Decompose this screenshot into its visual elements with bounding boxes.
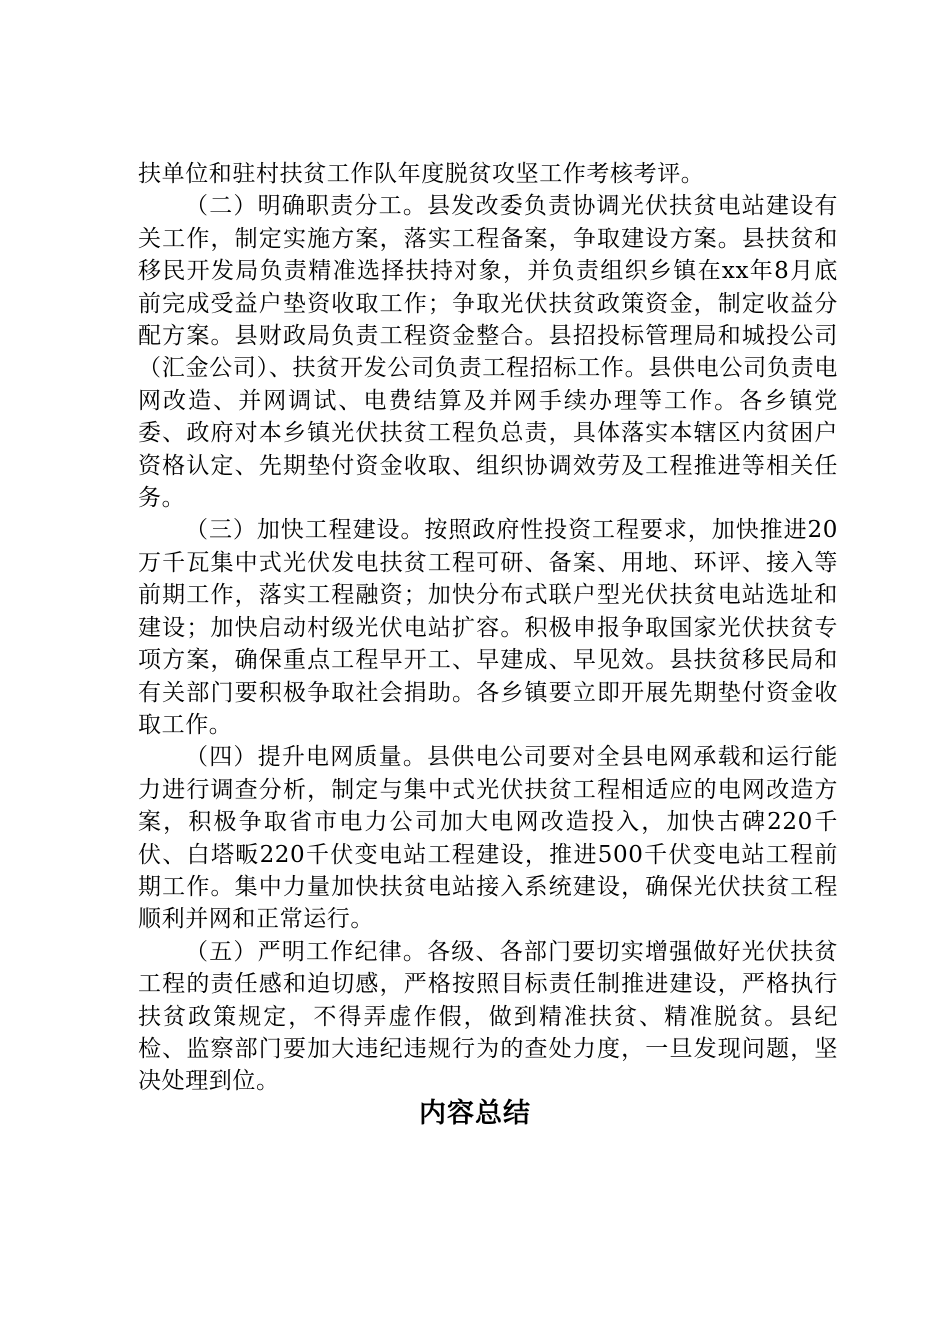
paragraph-continuation: 扶单位和驻村扶贫工作队年度脱贫攻坚工作考核考评。 [138, 161, 705, 187]
document-body [138, 158, 838, 1098]
paragraph-responsibilities: （二）明确职责分工。县发改委负责协调光伏扶贫电站建设有关工作，制定实施方案，落实工程备案，争取建设方案。县扶贫和移民开发局负责精准选择扶持对象，并负责组织乡镇在xx年8月底前完成受益户垫资收取工作；争取光伏扶贫政策资金，制定收益分配方案。县财政局负责工程资金整合。县招投标管理局和城投公司（汇金公司）、扶贫开发公司负责工程招标工作。县供电公司负责电网改造、并网调试、电费结算及并网手续办理等工作。各乡镇党委、政府对本乡镇光伏扶贫工程负总责，具体落实本辖区内贫困户资格认定、先期垫付资金收取、组织协调效劳及工程推进等相关任务。 [138, 193, 838, 512]
summary-heading: 内容总结 [419, 1098, 531, 1129]
paragraph-grid-quality: （四）提升电网质量。县供电公司要对全县电网承载和运行能力进行调查分析，制定与集中式光伏扶贫工程相适应的电网改造方案，积极争取省市电力公司加大电网改造投入，加快古碑220千伏、白塔畈220千伏变电站工程建设，推进500千伏变电站工程前期工作。集中力量加快扶贫电站接入系统建设，确保光伏扶贫工程顺利并网和正常运行。 [138, 744, 838, 933]
paragraph-construction: （三）加快工程建设。按照政府性投资工程要求，加快推进20万千瓦集中式光伏发电扶贫工程可研、备案、用地、环评、接入等前期工作，落实工程融资；加快分布式联户型光伏扶贫电站选址和建设；加快启动村级光伏电站扩容。积极申报争取国家光伏扶贫专项方案，确保重点工程早开工、早建成、早见效。县扶贫移民局和有关部门要积极争取社会捐助。各乡镇要立即开展先期垫付资金收取工作。 [138, 517, 838, 738]
paragraph-discipline: （五）严明工作纪律。各级、各部门要切实增强做好光伏扶贫工程的责任感和迫切感，严格按照目标责任制推进建设，严格执行扶贫政策规定，不得弄虚作假，做到精准扶贫、精准脱贫。县纪检、监察部门要加大违纪违规行为的查处力度，一旦发现问题，坚决处理到位。 [138, 938, 838, 1095]
